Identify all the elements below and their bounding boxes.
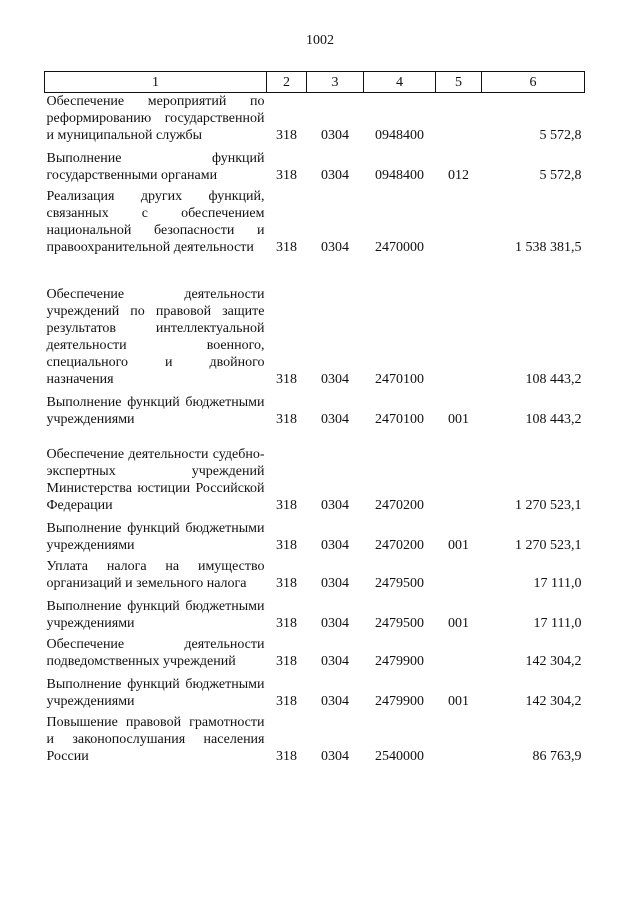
row-target-code: 2479900 xyxy=(375,694,424,709)
row-target-code: 2470200 xyxy=(375,538,424,553)
row-name: Выполнение функций бюджетными учреждениями xyxy=(46,395,265,427)
header-col-2: 2 xyxy=(267,72,307,93)
row-section-code: 0304 xyxy=(321,538,349,553)
row-target-code: 2479500 xyxy=(375,616,424,631)
row-section-code: 0304 xyxy=(321,576,349,591)
table-row xyxy=(45,598,585,632)
row-expense-type: 001 xyxy=(448,694,469,709)
row-amount: 142 304,2 xyxy=(525,694,582,709)
row-name: Обеспечение деятельности учреждений по правовой защите результатов интеллектуальной деятельности военного, специального и двойного назначения xyxy=(46,287,265,387)
row-amount: 108 443,2 xyxy=(525,412,582,427)
row-ministry-code: 318 xyxy=(276,498,297,513)
page-number: 1002 xyxy=(306,33,334,48)
row-target-code: 0948400 xyxy=(375,128,424,143)
table-row xyxy=(45,286,585,388)
row-target-code: 0948400 xyxy=(375,168,424,183)
row-amount: 17 111,0 xyxy=(533,576,582,591)
row-ministry-code: 318 xyxy=(276,576,297,591)
row-amount: 86 763,9 xyxy=(532,749,582,764)
row-amount: 5 572,8 xyxy=(539,128,582,143)
row-spacer-cell xyxy=(45,256,585,286)
row-ministry-code: 318 xyxy=(276,654,297,669)
row-ministry-code: 318 xyxy=(276,412,297,427)
row-expense-type xyxy=(436,286,482,388)
row-ministry-code: 318 xyxy=(276,168,297,183)
row-section-code: 0304 xyxy=(321,240,349,255)
row-amount: 108 443,2 xyxy=(525,372,582,387)
row-name: Обеспечение деятельности судебно-экспертных учреждений Министерства юстиции Российской Федерации xyxy=(46,447,265,513)
row-expense-type: 001 xyxy=(448,616,469,631)
row-ministry-code: 318 xyxy=(276,538,297,553)
row-section-code: 0304 xyxy=(321,616,349,631)
header-row xyxy=(45,72,585,93)
row-expense-type xyxy=(436,188,482,256)
table-row xyxy=(45,676,585,710)
row-ministry-code: 318 xyxy=(276,372,297,387)
row-section-code: 0304 xyxy=(321,168,349,183)
row-expense-type xyxy=(436,558,482,592)
table-row xyxy=(45,150,585,184)
row-target-code: 2479500 xyxy=(375,576,424,591)
row-name: Выполнение функций бюджетными учреждениями xyxy=(46,521,265,553)
table-row xyxy=(45,93,585,145)
table-row xyxy=(45,188,585,256)
row-amount: 1 270 523,1 xyxy=(515,538,582,553)
row-name: Повышение правовой грамотности и законопослушания населения России xyxy=(46,715,265,764)
row-amount: 17 111,0 xyxy=(533,616,582,631)
row-name: Реализация других функций, связанных с обеспечением национальной безопасности и правоохранительной деятельности xyxy=(46,189,265,255)
table-row xyxy=(45,558,585,592)
header-col-3: 3 xyxy=(307,72,364,93)
row-ministry-code: 318 xyxy=(276,694,297,709)
row-target-code: 2470000 xyxy=(375,240,424,255)
row-section-code: 0304 xyxy=(321,654,349,669)
row-section-code: 0304 xyxy=(321,498,349,513)
row-ministry-code: 318 xyxy=(276,616,297,631)
row-target-code: 2470100 xyxy=(375,412,424,427)
row-ministry-code: 318 xyxy=(276,749,297,764)
row-section-code: 0304 xyxy=(321,372,349,387)
row-amount: 1 270 523,1 xyxy=(515,498,582,513)
row-spacer-cell xyxy=(45,428,585,446)
row-expense-type xyxy=(436,446,482,514)
row-ministry-code: 318 xyxy=(276,128,297,143)
row-name: Выполнение функций бюджетными учреждениями xyxy=(46,599,265,631)
table-row xyxy=(45,446,585,514)
row-section-code: 0304 xyxy=(321,749,349,764)
row-expense-type: 001 xyxy=(448,538,469,553)
table-row xyxy=(45,520,585,554)
row-name: Выполнение функций бюджетными учреждениями xyxy=(46,677,265,709)
row-expense-type xyxy=(436,93,482,145)
row-expense-type: 001 xyxy=(448,412,469,427)
row-name: Обеспечение мероприятий по реформированию государственной и муниципальной службы xyxy=(46,94,265,143)
row-spacer xyxy=(45,428,585,446)
row-expense-type: 012 xyxy=(448,168,469,183)
table-row xyxy=(45,714,585,765)
row-ministry-code: 318 xyxy=(276,240,297,255)
row-amount: 5 572,8 xyxy=(539,168,582,183)
row-name: Уплата налога на имущество организаций и земельного налога xyxy=(46,559,265,591)
header-col-6: 6 xyxy=(482,72,585,93)
table-row xyxy=(45,394,585,428)
header-col-4: 4 xyxy=(364,72,436,93)
row-target-code: 2470100 xyxy=(375,372,424,387)
row-target-code: 2540000 xyxy=(375,749,424,764)
row-section-code: 0304 xyxy=(321,694,349,709)
row-name: Выполнение функций государственными органами xyxy=(46,151,265,183)
row-amount: 142 304,2 xyxy=(525,654,582,669)
budget-table xyxy=(44,71,585,765)
row-target-code: 2479900 xyxy=(375,654,424,669)
row-amount: 1 538 381,5 xyxy=(515,240,582,255)
header-col-1: 1 xyxy=(45,72,267,93)
row-expense-type xyxy=(436,636,482,670)
row-expense-type xyxy=(436,714,482,765)
row-name: Обеспечение деятельности подведомственных учреждений xyxy=(46,637,265,669)
table-body xyxy=(45,93,585,766)
row-section-code: 0304 xyxy=(321,128,349,143)
table-row xyxy=(45,636,585,670)
row-section-code: 0304 xyxy=(321,412,349,427)
row-spacer xyxy=(45,256,585,286)
header-col-5: 5 xyxy=(436,72,482,93)
row-target-code: 2470200 xyxy=(375,498,424,513)
